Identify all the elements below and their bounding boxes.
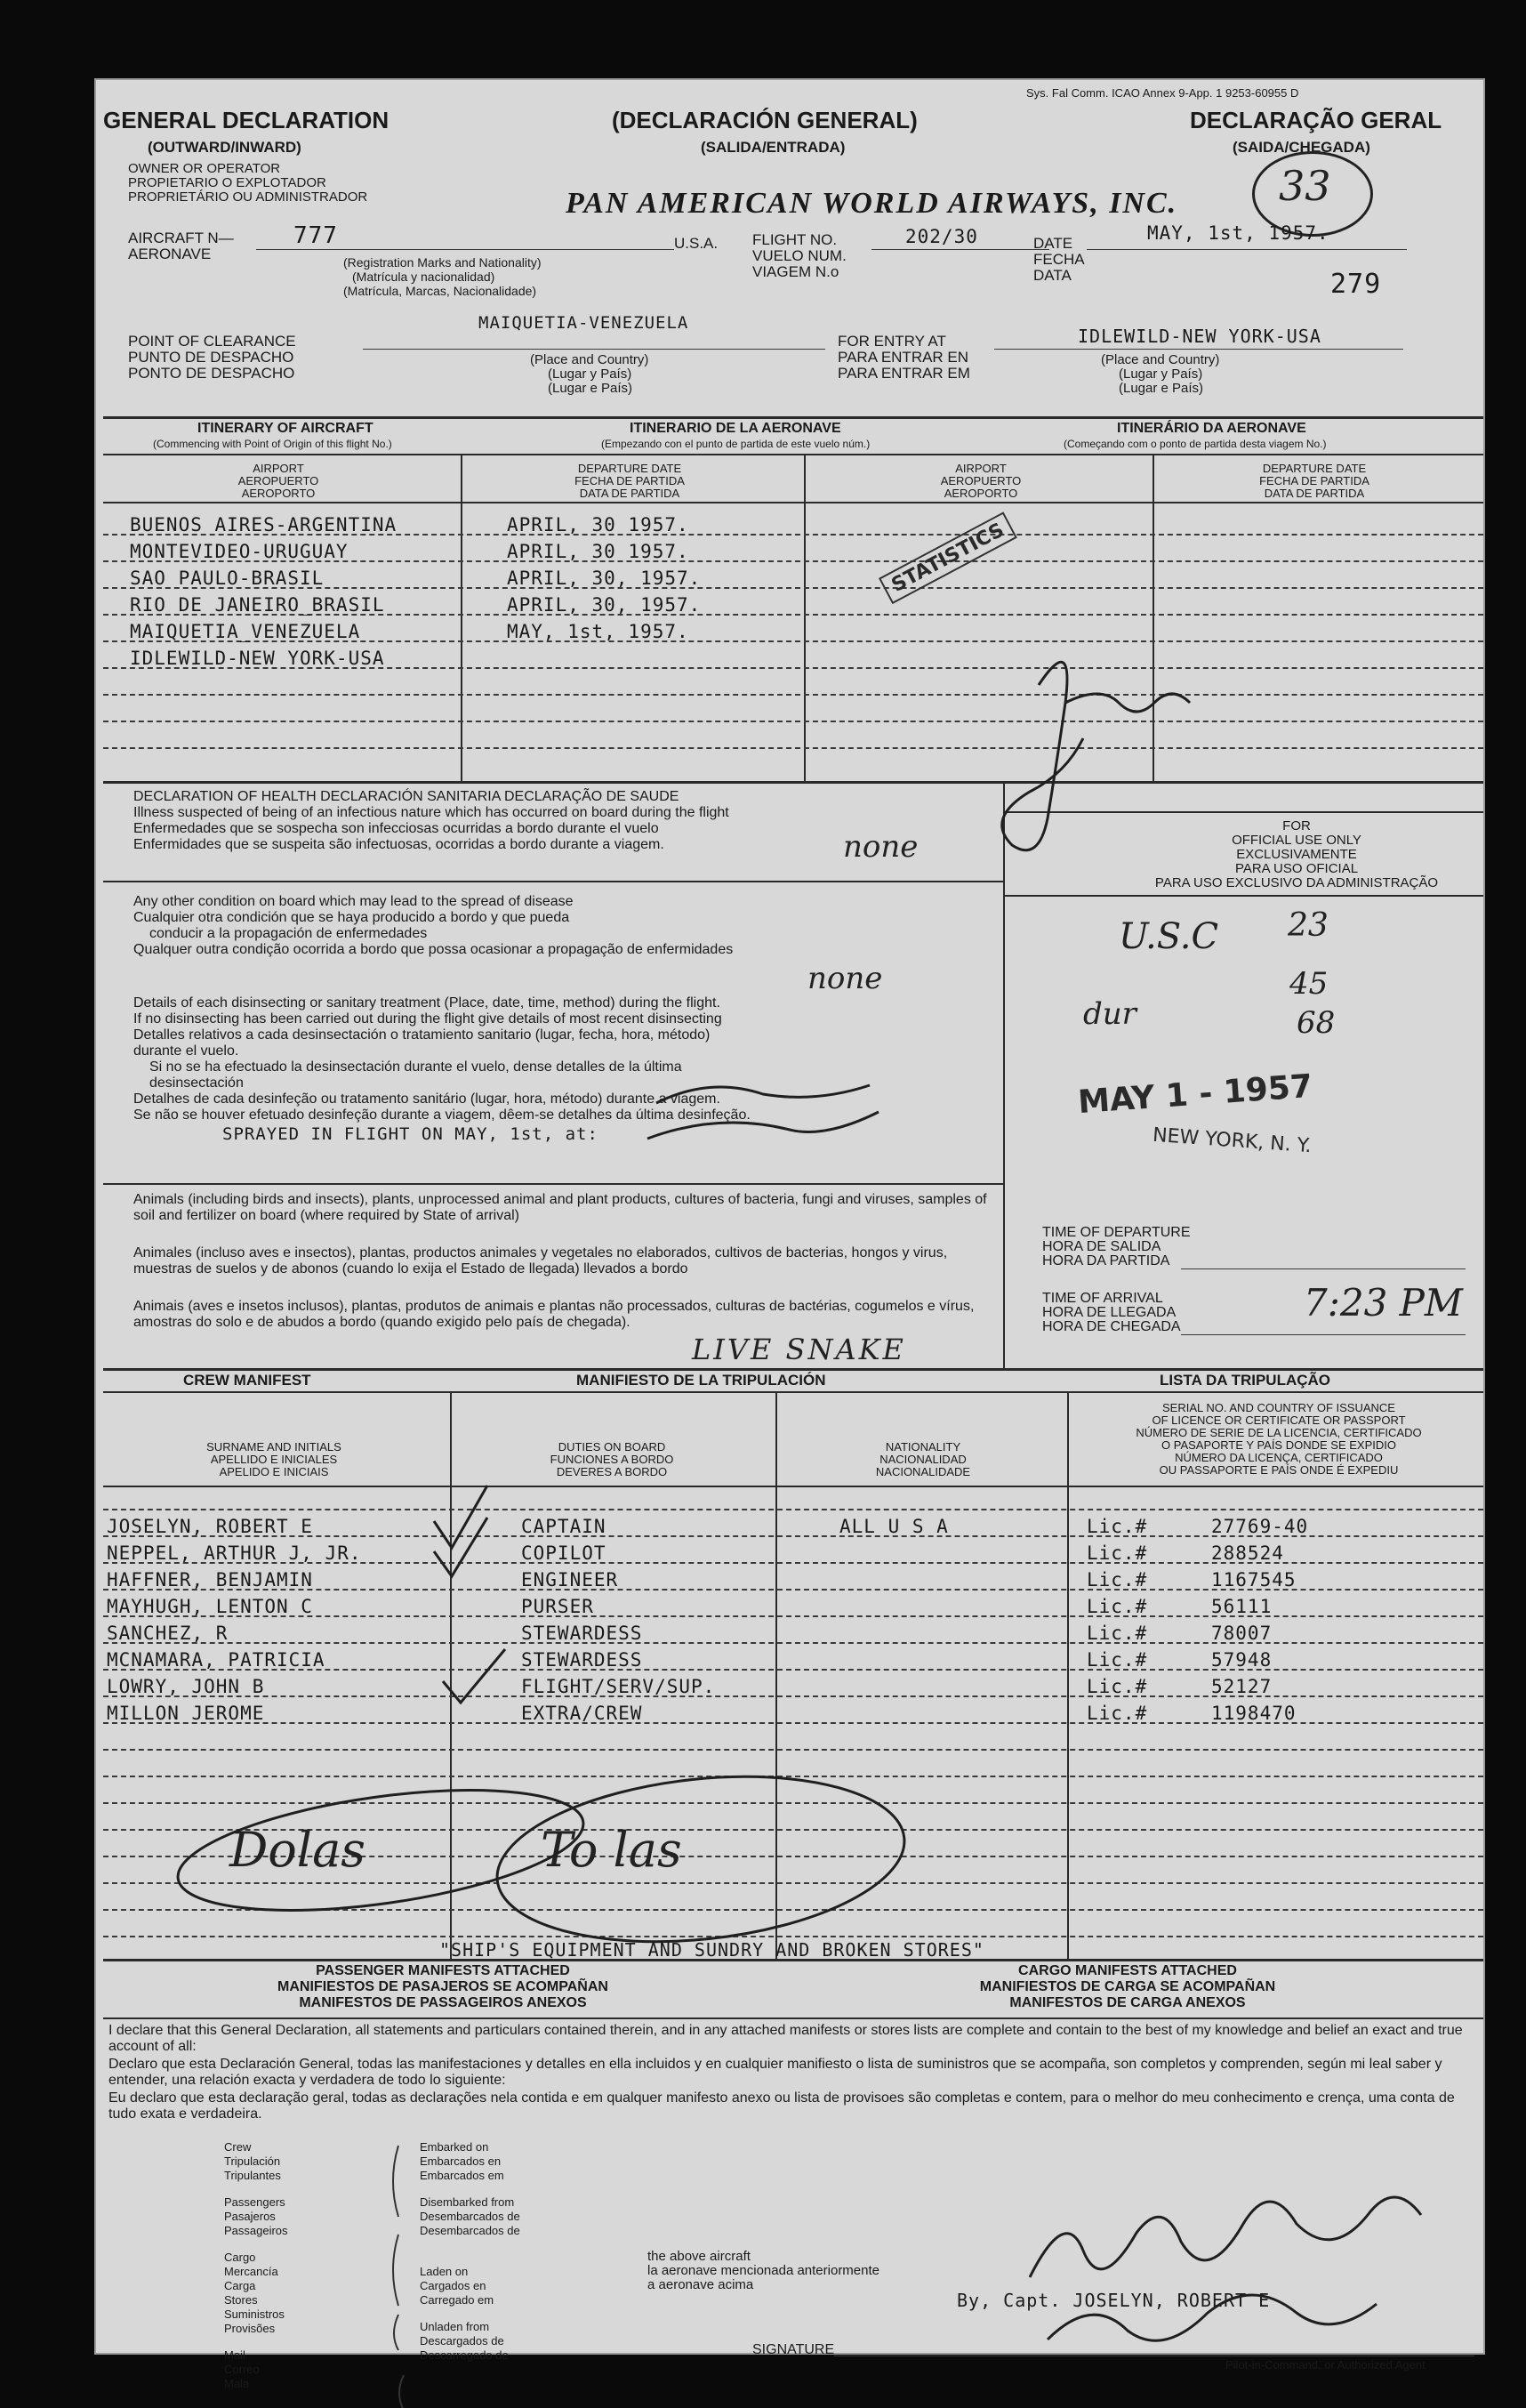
itin-col-airport2-3: AEROPORTO <box>944 487 1018 500</box>
itin-col-date-3: DATA DE PARTIDA <box>579 487 680 500</box>
crew-name-3: HAFFNER, BENJAMIN <box>107 1569 313 1591</box>
clearance-label-es: PUNTO DE DESPACHO <box>128 349 294 366</box>
crew-duty-4: PURSER <box>521 1596 594 1617</box>
flight-date: MAY, 1st, 1957. <box>1147 222 1329 244</box>
label-suministros: Suministros <box>224 2307 285 2321</box>
owner-label-es: PROPIETARIO O EXPLOTADOR <box>128 175 326 190</box>
passenger-manifest-en: PASSENGER MANIFESTS ATTACHED <box>316 1963 570 1978</box>
aircraft-label: AIRCRAFT N— <box>128 230 234 246</box>
crew-hand-note-2: To las <box>541 1822 682 1878</box>
itinerary-title-es: ITINERARIO DE LA AERONAVE <box>630 421 841 436</box>
passenger-manifest-es: MANIFIESTOS DE PASAJEROS SE ACOMPAÑAN <box>277 1979 608 1994</box>
other-condition-answer: none <box>807 961 883 996</box>
itin-date-1: APRIL, 30 1957. <box>507 514 689 536</box>
entry-label-es: PARA ENTRAR EN <box>838 349 969 366</box>
label-disembarked: Disembarked from <box>420 2195 515 2209</box>
itin-date-4: APRIL, 30, 1957. <box>507 594 702 616</box>
crew-duty-7: FLIGHT/SERV/SUP. <box>521 1676 716 1697</box>
stamp-number: 279 <box>1330 269 1382 300</box>
animals-es: Animales (incluso aves e insectos), plantas, productos animales y vegetales no elaborados, cultivos de bacterias, hongos y virus, muestras de suelos y de abonos (cuando lo exija el Estado de llegada) llevados a bordo <box>133 1245 948 1276</box>
declaration-es: Declaro que esta Declaración General, todas las manifestaciones y detalles en ella incluidos y en cualquier manifiesto o lista de suministros que se acompaña, son completos y comprenden, según mi leal saber y entender, una relación exacta y verdadera de todo lo siguiente: <box>108 2057 1442 2088</box>
crew-lic-5: 78007 <box>1211 1623 1273 1644</box>
arrival-time: 7:23 PM <box>1304 1281 1463 1325</box>
crew-lic-prefix-7: Lic.# <box>1087 1676 1148 1697</box>
official-usc: U.S.C <box>1119 916 1219 957</box>
animals-answer: LIVE SNAKE <box>692 1333 906 1366</box>
entry-caption-2: (Lugar y País) <box>1119 366 1203 382</box>
aircraft-text-pt: a aeronave acima <box>647 2277 754 2292</box>
clearance-label-pt: PONTO DE DESPACHO <box>128 365 295 382</box>
date-label-es: FECHA <box>1033 251 1085 268</box>
page-number: 33 <box>1279 162 1331 210</box>
registration-caption-2: (Matrícula y nacionalidad) <box>352 270 495 284</box>
crew-duty-8: EXTRA/CREW <box>521 1703 643 1724</box>
itin-col-airport-3: AEROPORTO <box>241 487 316 500</box>
crew-duty-5: STEWARDESS <box>521 1623 643 1644</box>
itin-date-2: APRIL, 30 1957. <box>507 541 689 562</box>
itin-airport-5: MAIQUETIA_VENEZUELA <box>130 621 361 642</box>
signed-by: By, Capt. JOSELYN, ROBERT E <box>957 2290 1271 2311</box>
entry-label-en: FOR ENTRY AT <box>838 333 946 350</box>
label-desembarcados-pt: Desembarcados de <box>420 2224 520 2237</box>
crew-lic-4: 56111 <box>1211 1596 1273 1617</box>
title-spanish: (DECLARACIÓN GENERAL) <box>612 107 918 133</box>
date-label: DATE <box>1033 235 1073 252</box>
itinerary-title-pt: ITINERÁRIO DA AERONAVE <box>1117 421 1306 436</box>
aircraft-text-es: la aeronave mencionada anteriormente <box>647 2263 879 2278</box>
label-mala: Mala <box>224 2377 250 2390</box>
crew-lic-prefix-4: Lic.# <box>1087 1596 1148 1617</box>
disinsect-answer: SPRAYED IN FLIGHT ON MAY, 1st, at: <box>222 1124 598 1144</box>
label-desembarcados-es: Desembarcados de <box>420 2210 520 2223</box>
label-passageiros: Passageiros <box>224 2224 288 2237</box>
subtitle-english: (OUTWARD/INWARD) <box>148 139 301 156</box>
label-embarked-on: Embarked on <box>420 2140 489 2154</box>
label-laden-on: Laden on <box>420 2265 469 2278</box>
itin-date-3: APRIL, 30, 1957. <box>507 568 702 589</box>
crew-nat-1: ALL U S A <box>839 1516 949 1537</box>
crew-col-duty-2: FUNCIONES A BORDO <box>550 1453 674 1466</box>
entry-caption-3: (Lugar e País) <box>1119 381 1204 396</box>
label-cargo: Cargo <box>224 2251 256 2264</box>
itin-col-date2-1: DEPARTURE DATE <box>1262 462 1367 475</box>
label-embarcados-em: Embarcados em <box>420 2169 504 2182</box>
health-illness-pt: Enfermidades que se suspeita são infectuosas, ocorridas a bordo durante a viagem. <box>133 837 664 852</box>
label-pasajeros: Pasajeros <box>224 2210 276 2223</box>
itin-airport-2: MONTEVIDEO-URUGUAY <box>130 541 349 562</box>
form-reference: Sys. Fal Comm. ICAO Annex 9-App. 1 9253-60955 D <box>1026 86 1299 100</box>
health-illness-es: Enfermedades que se sospecha son infecciosas ocurridas a bordo durante el vuelo <box>133 821 659 836</box>
other-condition-en: Any other condition on board which may lead to the spread of disease <box>133 894 574 909</box>
clearance-caption-1: (Place and Country) <box>530 352 649 367</box>
label-cargados-en: Cargados en <box>420 2279 486 2292</box>
other-condition-es1: Cualquier otra condición que se haya producido a bordo y que pueda <box>133 910 570 925</box>
label-crew: Crew <box>224 2140 252 2154</box>
registration-caption-1: (Registration Marks and Nationality) <box>343 255 542 270</box>
official-line-2: OFFICIAL USE ONLY <box>1232 833 1361 848</box>
label-stores: Stores <box>224 2293 258 2307</box>
crew-name-1: JOSELYN, ROBERT E <box>107 1516 313 1537</box>
crew-lic-3: 1167545 <box>1211 1569 1297 1591</box>
itinerary-sub-en: (Commencing with Point of Origin of this flight No.) <box>153 438 392 450</box>
label-tripulantes: Tripulantes <box>224 2169 281 2182</box>
signature-label-en: SIGNATURE <box>752 2342 835 2357</box>
crew-title-pt: LISTA DA TRIPULAÇÃO <box>1160 1372 1331 1389</box>
crew-lic-6: 57948 <box>1211 1649 1273 1671</box>
crew-col-duty-1: DUTIES ON BOARD <box>558 1440 666 1454</box>
official-line-3: EXCLUSIVAMENTE <box>1236 847 1357 862</box>
crew-col-lic-3: NÚMERO DE SERIE DE LA LICENCIA, CERTIFICADO <box>1136 1426 1422 1439</box>
itin-col-airport2-2: AEROPUERTO <box>940 474 1022 487</box>
operator-name: PAN AMERICAN WORLD AIRWAYS, INC. <box>566 187 1178 220</box>
itin-airport-1: BUENOS AIRES-ARGENTINA <box>130 514 398 536</box>
label-embarcados-en: Embarcados en <box>420 2154 502 2168</box>
health-heading: DECLARATION OF HEALTH DECLARACIÓN SANITARIA DECLARAÇÃO DE SAUDE <box>133 789 679 804</box>
other-condition-es2: conducir a la propagación de enfermedades <box>149 926 428 941</box>
flight-label-pt: VIAGEM N.o <box>752 263 839 280</box>
official-23: 23 <box>1288 907 1329 944</box>
owner-label-pt: PROPRIETÁRIO OU ADMINISTRADOR <box>128 189 368 205</box>
crew-lic-prefix-3: Lic.# <box>1087 1569 1148 1591</box>
crew-lic-prefix-8: Lic.# <box>1087 1703 1148 1724</box>
subtitle-spanish: (SALIDA/ENTRADA) <box>701 139 846 156</box>
clearance-point: MAIQUETIA-VENEZUELA <box>478 313 689 333</box>
crew-name-7: LOWRY, JOHN B <box>107 1676 265 1697</box>
crew-duty-3: ENGINEER <box>521 1569 619 1591</box>
crew-col-nat-2: NACIONALIDAD <box>879 1453 967 1466</box>
entry-label-pt: PARA ENTRAR EM <box>838 365 970 382</box>
label-carga: Carga <box>224 2279 256 2292</box>
place-stamp: NEW YORK, N. Y. <box>1152 1123 1313 1158</box>
clearance-caption-3: (Lugar e País) <box>548 381 633 396</box>
clearance-caption-2: (Lugar y País) <box>548 366 632 382</box>
flight-label-es: VUELO NUM. <box>752 247 847 264</box>
crew-col-duty-3: DEVERES A BORDO <box>556 1465 668 1478</box>
label-correo: Correo <box>224 2363 260 2376</box>
illness-answer: none <box>843 829 919 865</box>
departure-label-en: TIME OF DEPARTURE <box>1042 1225 1191 1240</box>
crew-lic-prefix-5: Lic.# <box>1087 1623 1148 1644</box>
itin-col-date-1: DEPARTURE DATE <box>577 462 682 475</box>
crew-col-lic-1: SERIAL NO. AND COUNTRY OF ISSUANCE <box>1162 1401 1395 1414</box>
itin-col-date2-3: DATA DE PARTIDA <box>1264 487 1365 500</box>
crew-title-es: MANIFIESTO DE LA TRIPULACIÓN <box>576 1372 826 1389</box>
clearance-label-en: POINT OF CLEARANCE <box>128 333 296 350</box>
itin-date-5: MAY, 1st, 1957. <box>507 621 689 642</box>
label-unladen-from: Unladen from <box>420 2320 490 2333</box>
declaration-en: I declare that this General Declaration, all statements and particulars contained therein, and in any attached manifests or stores lists are complete and contain to the best of my knowledge and belief an exact and true account of all: <box>108 2023 1463 2054</box>
general-declaration-document <box>96 80 1483 2390</box>
disinsect-es1: Detalles relativos a cada desinsectación o tratamiento sanitario (lugar, fecha, hora, método) <box>133 1027 711 1043</box>
label-descarregado-de: Descarregado de <box>420 2348 509 2362</box>
disinsect-en2: If no disinsecting has been carried out during the flight give details of most recent disinsecting <box>133 1011 722 1027</box>
crew-col-lic-6: OU PASSAPORTE E PAÍS ONDE É EXPEDIU <box>1159 1463 1399 1477</box>
disinsect-es4: desinsectación <box>149 1075 244 1091</box>
crew-name-5: SANCHEZ, R <box>107 1623 229 1644</box>
departure-label-pt: HORA DA PARTIDA <box>1042 1253 1170 1268</box>
itinerary-sub-es: (Empezando con el punto de partida de este vuelo núm.) <box>601 438 871 450</box>
crew-col-nat-1: NATIONALITY <box>885 1440 961 1454</box>
itin-col-date-2: FECHA DE PARTIDA <box>574 474 685 487</box>
title-portuguese: DECLARAÇÃO GERAL <box>1190 107 1442 133</box>
date-stamp: MAY 1 - 1957 <box>1076 1067 1314 1122</box>
pilot-label-en: Pilot-in-Command, or Authorized Agent <box>1225 2358 1426 2372</box>
aircraft-registration: 777 <box>293 222 338 249</box>
entry-caption-1: (Place and Country) <box>1101 352 1220 367</box>
crew-hand-note-1: Dolas <box>229 1822 365 1878</box>
health-illness-en: Illness suspected of being of an infectious nature which has occurred on board during the flight <box>133 805 729 820</box>
crew-title-en: CREW MANIFEST <box>183 1372 311 1389</box>
arrival-label-en: TIME OF ARRIVAL <box>1042 1291 1163 1306</box>
flight-label: FLIGHT NO. <box>752 231 838 248</box>
crew-col-lic-2: OF LICENCE OR CERTIFICATE OR PASSPORT <box>1152 1413 1406 1427</box>
disinsect-es3: Si no se ha efectuado la desinsectación durante el vuelo, dense detalles de la última <box>149 1059 682 1075</box>
itin-col-airport-1: AIRPORT <box>253 462 304 475</box>
itin-col-airport2-1: AIRPORT <box>955 462 1007 475</box>
crew-name-2: NEPPEL, ARTHUR J, JR. <box>107 1542 362 1564</box>
label-mercancia: Mercancía <box>224 2265 278 2278</box>
crew-lic-7: 52127 <box>1211 1676 1273 1697</box>
crew-lic-prefix-1: Lic.# <box>1087 1516 1148 1537</box>
passenger-manifest-pt: MANIFESTOS DE PASSAGEIROS ANEXOS <box>299 1995 587 2010</box>
crew-duty-1: CAPTAIN <box>521 1516 606 1537</box>
official-45: 45 <box>1289 966 1329 1002</box>
label-tripulacion: Tripulación <box>224 2154 281 2168</box>
subtitle-portuguese: (SAIDA/CHEGADA) <box>1233 139 1370 156</box>
disinsect-pt1: Detalhes de cada desinfeção ou tratamento sanitário (lugar, hora, método) durante a viagem. <box>133 1091 720 1107</box>
crew-col-name-2: APELLIDO E INICIALES <box>210 1453 338 1466</box>
disinsect-en1: Details of each disinsecting or sanitary treatment (Place, date, time, method) during the flight. <box>133 995 720 1011</box>
cargo-manifest-es: MANIFIESTOS DE CARGA SE ACOMPAÑAN <box>979 1979 1276 1994</box>
registration-caption-3: (Matrícula, Marcas, Nacionalidade) <box>343 284 537 298</box>
crew-name-6: MCNAMARA, PATRICIA <box>107 1649 325 1671</box>
aircraft-text-en: the above aircraft <box>647 2249 751 2264</box>
itin-airport-4: RIO DE JANEIRO_BRASIL <box>130 594 385 616</box>
departure-label-es: HORA DE SALIDA <box>1042 1239 1161 1254</box>
crew-name-8: MILLON JEROME <box>107 1703 265 1724</box>
crew-col-name-1: SURNAME AND INITIALS <box>206 1440 341 1454</box>
crew-lic-8: 1198470 <box>1211 1703 1297 1724</box>
crew-duty-2: COPILOT <box>521 1542 606 1564</box>
arrival-label-pt: HORA DE CHEGADA <box>1042 1319 1181 1334</box>
official-68: 68 <box>1297 1005 1336 1041</box>
owner-label-en: OWNER OR OPERATOR <box>128 161 281 176</box>
disinsect-pt2: Se não se houver efetuado desinfeção durante a viagem, dêem-se detalhes da última desinfeção. <box>133 1107 751 1123</box>
animals-pt: Animais (aves e insetos inclusos), plantas, produtos de animais e plantas não processados, culturas de bactérias, cogumelos e vírus, amostras do solo e de abudos a bordo (quando exigido pelo país de chegada). <box>133 1299 975 1330</box>
ships-stores-line: "SHIP'S EQUIPMENT AND SUNDRY AND BROKEN STORES" <box>439 1939 984 1961</box>
aircraft-label-es: AERONAVE <box>128 246 212 262</box>
disinsect-es2: durante el vuelo. <box>133 1043 239 1059</box>
itinerary-sub-pt: (Começando com o ponto de partida desta viagem No.) <box>1064 438 1327 450</box>
aircraft-country: U.S.A. <box>674 235 719 252</box>
entry-point: IDLEWILD-NEW YORK-USA <box>1078 326 1321 347</box>
crew-lic-prefix-2: Lic.# <box>1087 1542 1148 1564</box>
cargo-manifest-en: CARGO MANIFESTS ATTACHED <box>1018 1963 1237 1978</box>
label-provisoes: Provisões <box>224 2322 276 2335</box>
crew-lic-1: 27769-40 <box>1211 1516 1309 1537</box>
animals-en: Animals (including birds and insects), plants, unprocessed animal and plant products, cultures of bacteria, fungi and viruses, samples of soil and fertilizer on board (where required by State of arrival) <box>133 1192 987 1223</box>
crew-lic-2: 288524 <box>1211 1542 1284 1564</box>
arrival-label-es: HORA DE LLEGADA <box>1042 1305 1177 1320</box>
other-condition-pt: Qualquer outra condição ocorrida a bordo que possa ocasionar a propagação de enfermidades <box>133 942 734 957</box>
statistics-stamp: STATISTICS <box>879 511 1017 604</box>
crew-name-4: MAYHUGH, LENTON C <box>107 1596 313 1617</box>
crew-col-nat-3: NACIONALIDADE <box>875 1465 971 1478</box>
itin-airport-3: SAO PAULO-BRASIL <box>130 568 325 589</box>
itin-col-airport-2: AEROPUERTO <box>237 474 319 487</box>
handwritten-marks <box>96 80 1483 2353</box>
itin-airport-6: IDLEWILD-NEW YORK-USA <box>130 648 385 669</box>
official-dur: dur <box>1083 996 1136 1032</box>
date-label-pt: DATA <box>1033 267 1072 284</box>
itin-col-date2-2: FECHA DE PARTIDA <box>1259 474 1369 487</box>
declaration-pt: Eu declaro que esta declaração geral, todas as declarações nela contida e em qualquer manifesto anexo ou lista de provisoes são completas e contem, para o melhor do meu conhecimento e crença, uma conta de tudo exata e verdadeira. <box>108 2090 1455 2122</box>
flight-number: 202/30 <box>905 226 978 247</box>
crew-duty-6: STEWARDESS <box>521 1649 643 1671</box>
title-english: GENERAL DECLARATION <box>103 107 390 133</box>
crew-col-lic-4: O PASAPORTE Y PAÍS DONDE SE EXPIDIO <box>1161 1438 1396 1452</box>
itinerary-title-en: ITINERARY OF AIRCRAFT <box>197 421 373 436</box>
crew-lic-prefix-6: Lic.# <box>1087 1649 1148 1671</box>
official-line-5: PARA USO EXCLUSIVO DA ADMINISTRAÇÃO <box>1154 875 1439 890</box>
crew-col-lic-5: NÚMERO DA LICENÇA, CERTIFICADO <box>1175 1451 1383 1464</box>
crew-col-name-3: APELIDO E INICIAIS <box>219 1465 329 1478</box>
official-line-4: PARA USO OFICIAL <box>1234 861 1359 876</box>
label-carregado-em: Carregado em <box>420 2293 494 2307</box>
label-mail: Mail <box>224 2348 245 2362</box>
label-passengers: Passengers <box>224 2195 285 2209</box>
official-line-1: FOR <box>1282 818 1311 834</box>
label-descargados-de: Descargados de <box>420 2334 504 2348</box>
cargo-manifest-pt: MANIFESTOS DE CARGA ANEXOS <box>1009 1995 1246 2010</box>
